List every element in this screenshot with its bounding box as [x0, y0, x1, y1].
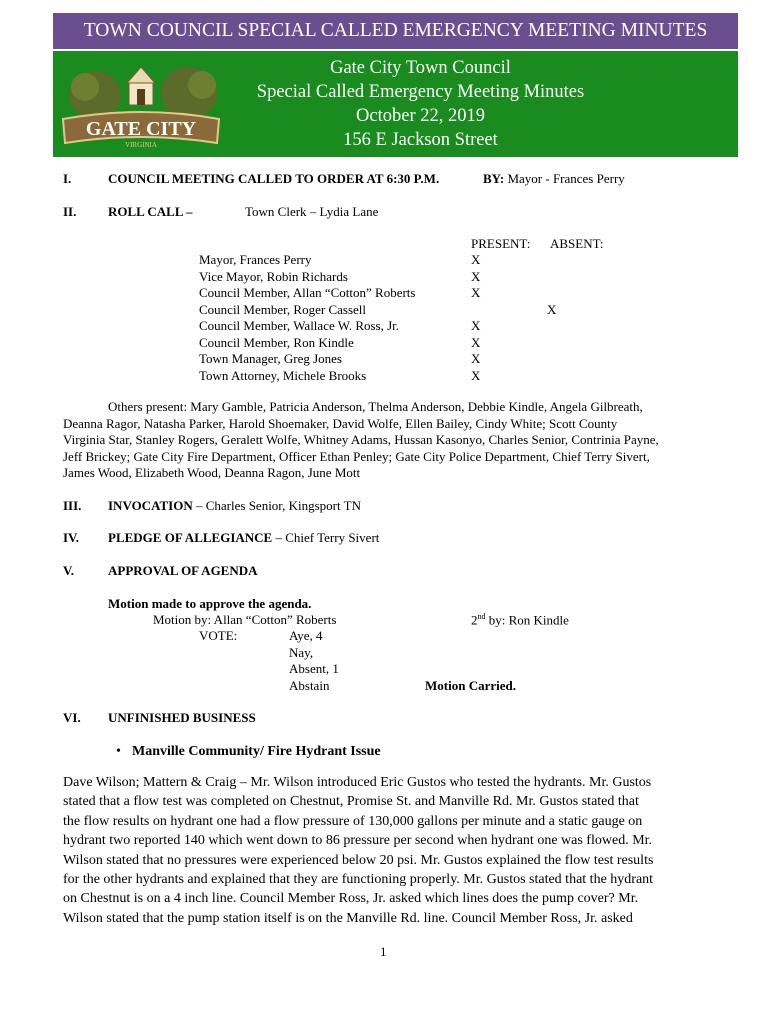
council-name: Gate City Town Council: [330, 58, 511, 78]
by-value: Mayor - Frances Perry: [507, 171, 625, 186]
section-detail: – Chief Terry Sivert: [272, 530, 380, 545]
body-line: Dave Wilson; Mattern & Craig – Mr. Wilson introduced Eric Gustos who tested the hydrants. Mr. Gustos: [63, 775, 652, 790]
body-line: Wilson stated that the pump station itself is on the Manville Rd. line. Council Member Ross, Jr. asked: [63, 910, 633, 926]
gate-city-logo: [57, 57, 225, 153]
present-mark: X: [471, 334, 481, 350]
motion-second: [471, 612, 569, 628]
member-name: Council Member, Ron Kindle: [199, 334, 354, 350]
section-title: APPROVAL OF AGENDA: [108, 563, 258, 578]
pledge: [108, 530, 379, 546]
absent-header: ABSENT:: [550, 236, 604, 251]
member-name: Town Attorney, Michele Brooks: [199, 367, 367, 383]
page-number: 1: [380, 944, 387, 959]
present-mark: X: [471, 367, 481, 383]
called-by: [483, 171, 625, 187]
section-number: VI.: [63, 710, 81, 725]
header-banner: [53, 51, 738, 157]
section-title: INVOCATION: [108, 498, 193, 513]
others-present: [63, 399, 723, 482]
member-name: Council Member, Wallace W. Ross, Jr.: [199, 318, 400, 333]
vote-abstain: Abstain: [289, 678, 330, 693]
motion-by: Motion by: Allan “Cotton” Roberts: [153, 612, 337, 627]
member-name: Mayor, Frances Perry: [199, 252, 312, 267]
section-number: II.: [63, 204, 77, 219]
section-number: IV.: [63, 530, 80, 545]
section-number: I.: [63, 171, 72, 186]
meeting-info: [203, 56, 638, 152]
svg-text:VIRGINIA: VIRGINIA: [125, 141, 157, 149]
others-line: Deanna Ragor, Natasha Parker, Harold Shoemaker, David Wolfe, Ellen Bailey, Cindy White; Scott County: [63, 415, 618, 431]
others-line: James Wood, Elizabeth Wood, Deanna Ragon, June Mott: [63, 465, 361, 480]
member-name: Council Member, Allan “Cotton” Roberts: [199, 285, 416, 300]
absent-mark: X: [547, 301, 557, 317]
vote-nay: Nay,: [289, 645, 314, 660]
document-title: TOWN COUNCIL SPECIAL CALLED EMERGENCY MEETING MINUTES: [53, 13, 738, 49]
section-detail: – Charles Senior, Kingsport TN: [192, 498, 361, 513]
meeting-address: 156 E Jackson Street: [343, 130, 498, 150]
meeting-type: Special Called Emergency Meeting Minutes: [256, 82, 585, 102]
vote-label: VOTE:: [199, 628, 238, 643]
svg-text:GATE CITY: GATE CITY: [85, 118, 197, 140]
by-label: BY:: [483, 171, 505, 186]
present-header: PRESENT:: [471, 236, 531, 251]
vote-absent: Absent, 1: [289, 661, 339, 676]
body-line: on Chestnut is on a 4 inch line. Council Member Ross, Jr. asked which lines does the pump cover? Mr.: [63, 891, 639, 907]
body-line: hydrant two reported 140 which went down to 86 pressure per second when hydrant one was flowed. Mr.: [63, 833, 653, 849]
member-name: Council Member, Roger Cassell: [199, 301, 367, 317]
invocation: [108, 498, 361, 514]
section-title: UNFINISHED BUSINESS: [108, 710, 256, 725]
second-by: by: Ron Kindle: [485, 612, 569, 628]
vote-aye: Aye, 4: [289, 628, 323, 643]
section-title: ROLL CALL –: [108, 204, 193, 219]
present-mark: X: [471, 285, 481, 300]
present-mark: X: [471, 351, 481, 366]
motion-heading: Motion made to approve the agenda.: [108, 596, 312, 611]
present-mark: X: [471, 318, 481, 333]
present-mark: X: [471, 268, 481, 284]
second-ordinal-suffix: nd: [477, 612, 486, 621]
body-line: for the other hydrants and explained that they are functioning properly. Mr. Gustos stated that the hydrant: [63, 872, 654, 888]
body-line: the flow results on hydrant one had a flow pressure of 130,000 gallons per minute and a static gauge on: [63, 813, 643, 829]
bullet-dot: •: [116, 744, 121, 759]
member-name: Town Manager, Greg Jones: [199, 351, 342, 366]
motion-result: Motion Carried.: [425, 678, 516, 693]
second-ordinal: 2: [471, 612, 478, 628]
discussion-text: [63, 773, 743, 928]
section-number: V.: [63, 563, 74, 578]
others-line: Virginia Star, Stanley Rogers, Geralett Wolfe, Whitney Adams, Hussan Kasonyo, Charles Senior, Contrinia Payne,: [63, 432, 659, 447]
body-line: stated that a flow test was completed on Chestnut, Promise St. and Manville Rd. Mr. Gustos stated that: [63, 794, 639, 810]
section-title: PLEDGE OF ALLEGIANCE: [108, 530, 273, 545]
others-line: Jeff Brickey; Gate City Fire Department, Officer Ethan Penley; Gate City Police Department, Chief Terry Sivert,: [63, 448, 650, 464]
others-line: Others present: Mary Gamble, Patricia Anderson, Thelma Anderson, Debbie Kindle, Angela Gilbreath,: [108, 399, 643, 414]
town-clerk: Town Clerk – Lydia Lane: [245, 204, 379, 219]
body-line: Wilson stated that no pressures were experienced below 20 psi. Mr. Gustos explained the flow test results: [63, 852, 654, 868]
present-mark: X: [471, 252, 481, 267]
agenda-item-title: Manville Community/ Fire Hydrant Issue: [132, 744, 381, 759]
section-number: III.: [63, 498, 82, 513]
meeting-date: October 22, 2019: [356, 106, 485, 126]
member-name: Vice Mayor, Robin Richards: [199, 268, 348, 284]
section-title: COUNCIL MEETING CALLED TO ORDER AT 6:30 P.M.: [108, 171, 440, 186]
